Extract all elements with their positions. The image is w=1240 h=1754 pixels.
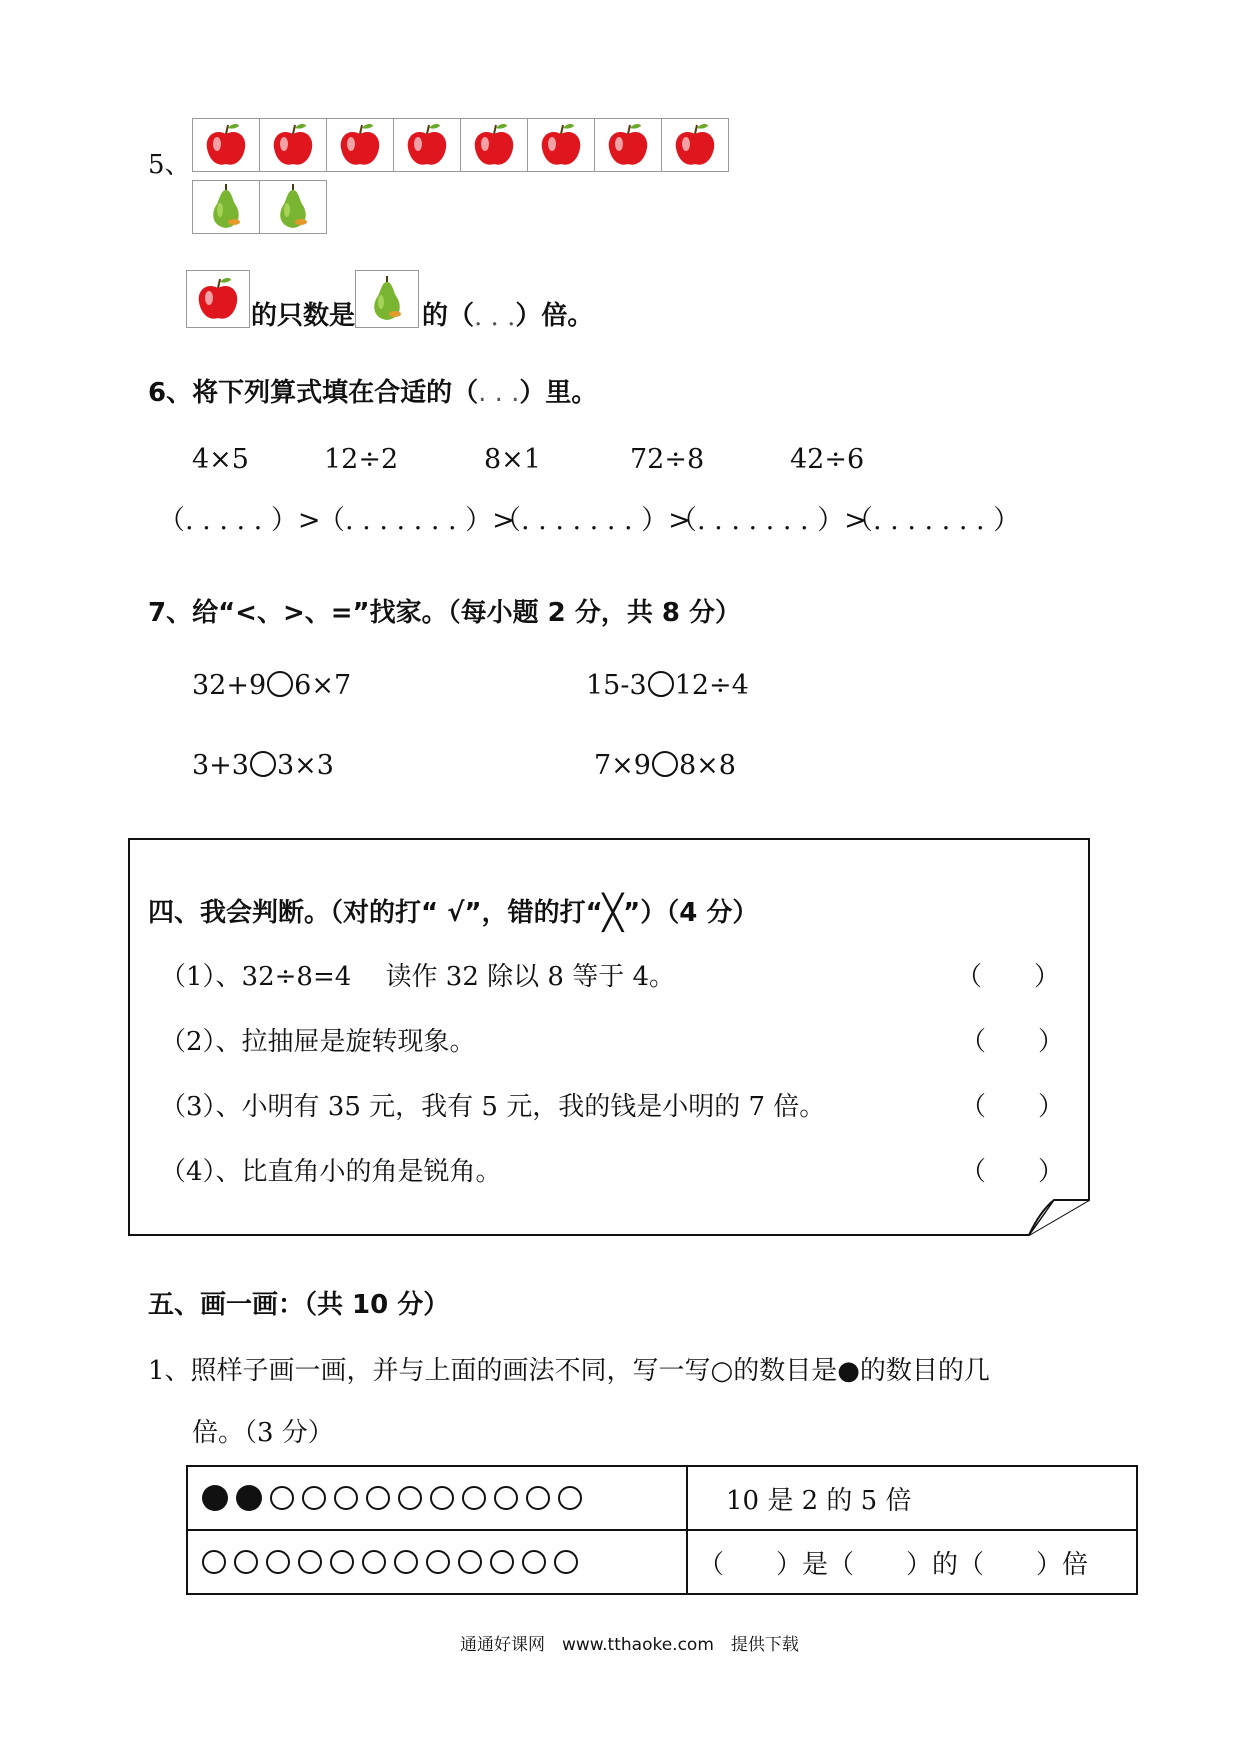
apple-icon <box>393 118 461 172</box>
judge-item-4: （4）、比直角小的角是锐角。 <box>160 1157 502 1187</box>
apple-icon <box>460 118 528 172</box>
q6-blank-5[interactable]: （. . . . . . . ） <box>846 505 1021 536</box>
q6-blank-2[interactable]: （. . . . . . . ）> <box>318 505 515 536</box>
q7-item-4-right: 8×8 <box>678 750 736 781</box>
compare-circle[interactable] <box>267 671 293 697</box>
empty-circle-icon <box>270 1486 294 1510</box>
q6-expr-1: 4×5 <box>192 444 249 475</box>
empty-circle-icon <box>398 1486 422 1510</box>
empty-circle-icon <box>458 1550 482 1574</box>
q7-item-2 <box>586 670 749 701</box>
q7-item-1-left: 32+9 <box>192 670 267 701</box>
empty-circle-icon <box>330 1550 354 1574</box>
apple-icon <box>594 118 662 172</box>
empty-circle-icon <box>394 1550 418 1574</box>
table-row <box>187 1530 1137 1594</box>
q7-item-2-left: 15-3 <box>586 670 647 701</box>
apple-icon <box>259 118 327 172</box>
judge-answer-4[interactable]: （ ） <box>960 1157 1065 1187</box>
empty-circle-icon <box>426 1550 450 1574</box>
q6-title <box>148 372 597 409</box>
pear-icon <box>355 270 419 328</box>
answer-cell-1: 10 是 2 的 5 倍 <box>687 1466 1137 1530</box>
q7-item-2-right: 12÷4 <box>674 670 749 701</box>
judge-answer-1[interactable]: （ ） <box>956 962 1061 992</box>
empty-circle-icon <box>430 1486 454 1510</box>
dots-cell-1 <box>187 1466 687 1530</box>
q7-item-3-left: 3+3 <box>192 750 249 781</box>
apple-icon <box>661 118 729 172</box>
q5-blank[interactable]: . . . <box>474 302 516 332</box>
section5-q1-line1: 1、照样子画一画，并与上面的画法不同，写一写○的数目是●的数目的几 <box>148 1356 990 1386</box>
judge-item-3: （3）、小明有 35 元，我有 5 元，我的钱是小明的 7 倍。 <box>160 1092 826 1122</box>
q6-title-blank: . . . <box>478 378 520 408</box>
q6-title-text: 6、将下列算式填在合适的（ <box>148 378 479 408</box>
apple-icon <box>527 118 595 172</box>
empty-circle-icon <box>554 1550 578 1574</box>
apple-row <box>192 118 728 172</box>
q5-text-c: ）倍。 <box>515 301 594 331</box>
q6-expr-3: 8×1 <box>484 444 541 475</box>
q5-number: 5、 <box>148 150 191 180</box>
empty-circle-icon <box>526 1486 550 1510</box>
q6-expr-4: 72÷8 <box>630 444 705 475</box>
footer-text: 通通好课网 www.tthaoke.com 提供下载 <box>460 1635 799 1655</box>
judge-answer-2[interactable]: （ ） <box>960 1027 1065 1057</box>
pear-icon <box>192 180 260 234</box>
empty-circle-icon <box>462 1486 486 1510</box>
section4-title-a: 四、我会判断。（对的打“ √”，错的打“ <box>148 898 603 928</box>
q5-sentence <box>186 270 594 332</box>
compare-circle[interactable] <box>648 671 674 697</box>
pear-icon <box>259 180 327 234</box>
table-row <box>187 1466 1137 1530</box>
dots-cell-2[interactable] <box>187 1530 687 1594</box>
answer-cell-2[interactable]: （ ）是（ ）的（ ）倍 <box>687 1530 1137 1594</box>
empty-circle-icon <box>302 1486 326 1510</box>
empty-circle-icon <box>298 1550 322 1574</box>
pear-row <box>192 180 326 234</box>
q6-blank-4[interactable]: （. . . . . . . ）> <box>670 505 867 536</box>
compare-circle[interactable] <box>652 751 678 777</box>
empty-circle-icon <box>558 1486 582 1510</box>
apple-icon <box>326 118 394 172</box>
q7-item-4-left: 7×9 <box>594 750 651 781</box>
filled-dot-icon <box>202 1485 228 1511</box>
empty-circle-icon <box>362 1550 386 1574</box>
q7-item-4 <box>594 750 736 781</box>
judge-item-2: （2）、拉抽屉是旋转现象。 <box>160 1027 476 1057</box>
judge-answer-3[interactable]: （ ） <box>960 1092 1065 1122</box>
q7-item-3-right: 3×3 <box>276 750 334 781</box>
empty-circle-icon <box>494 1486 518 1510</box>
apple-icon <box>192 118 260 172</box>
section4-title <box>148 892 758 933</box>
empty-circle-icon <box>234 1550 258 1574</box>
draw-table <box>186 1465 1138 1595</box>
q6-title-end: ）里。 <box>519 378 598 408</box>
section5-q1-line2: 倍。（3 分） <box>192 1418 334 1448</box>
q6-expr-5: 42÷6 <box>790 444 865 475</box>
q7-item-1 <box>192 670 351 701</box>
q7-item-3 <box>192 750 334 781</box>
empty-circle-icon <box>490 1550 514 1574</box>
q6-expr-2: 12÷2 <box>324 444 399 475</box>
section4-title-b: ”）（4 分） <box>623 898 759 928</box>
q6-blank-1[interactable]: （. . . . . ）> <box>158 505 321 536</box>
empty-circle-icon <box>202 1550 226 1574</box>
judge-item-1: （1）、32÷8=4 读作 32 除以 8 等于 4。 <box>160 962 676 992</box>
empty-circle-icon <box>334 1486 358 1510</box>
q7-title: 7、给“<、>、=”找家。（每小题 2 分，共 8 分） <box>148 598 742 628</box>
cross-icon: ╳ <box>602 893 624 933</box>
q5-text-a: 的只数是 <box>251 301 356 331</box>
q5-text-b: 的（ <box>422 301 475 331</box>
empty-circle-icon <box>522 1550 546 1574</box>
filled-dot-icon <box>236 1485 262 1511</box>
empty-circle-icon <box>366 1486 390 1510</box>
q7-item-1-right: 6×7 <box>294 670 352 701</box>
section5-title: 五、画一画：（共 10 分） <box>148 1290 450 1320</box>
q6-blank-3[interactable]: （. . . . . . . ）> <box>494 505 691 536</box>
compare-circle[interactable] <box>250 751 276 777</box>
apple-icon <box>186 270 250 328</box>
empty-circle-icon <box>266 1550 290 1574</box>
